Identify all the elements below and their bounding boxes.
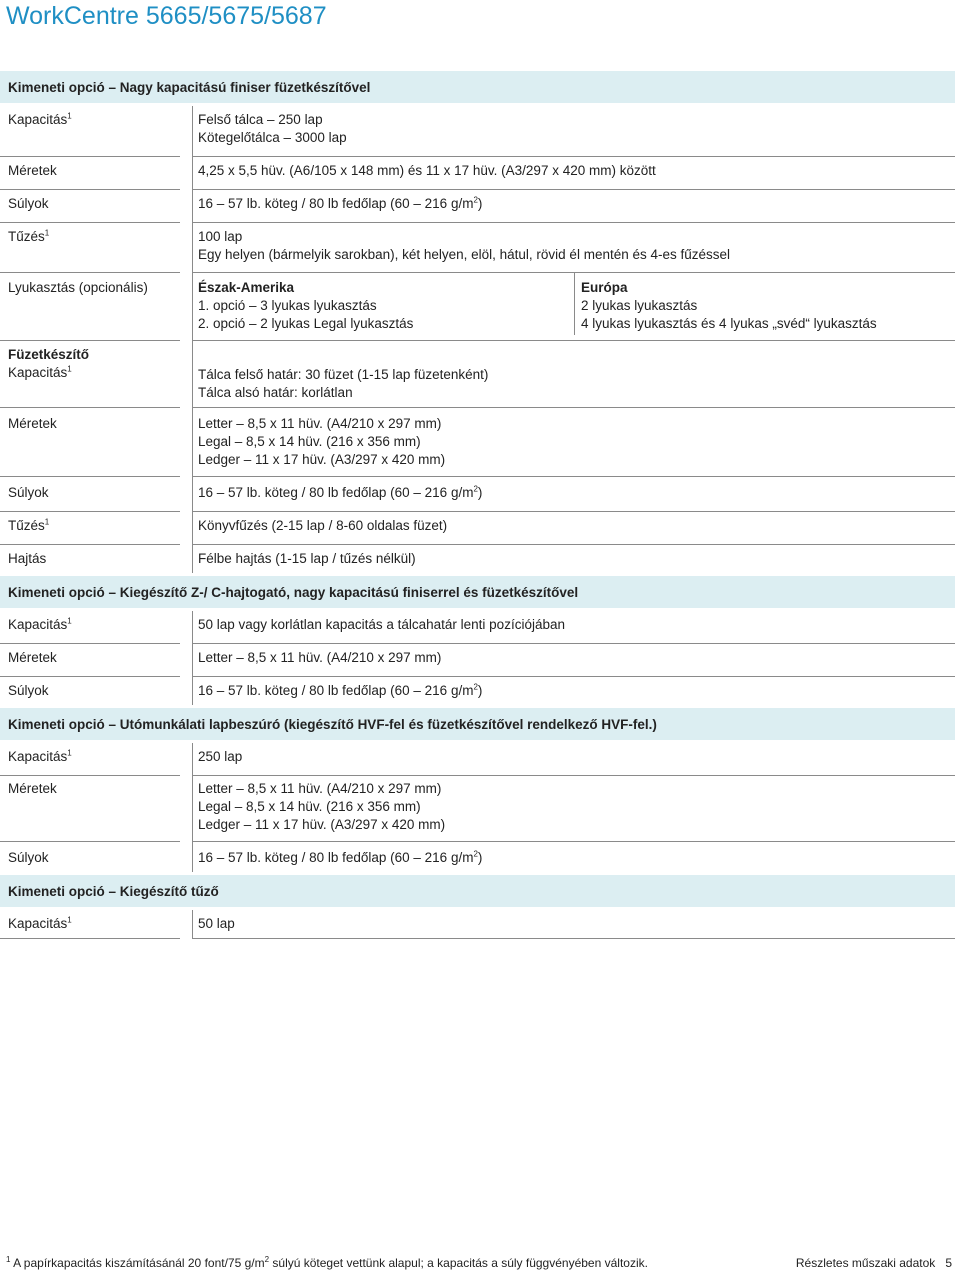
footnote: $^1$ A papírkapacitás kiszámításánál 20 font/75 $g/m^2$ súlyú köteget vettünk alapul; a kapacitás a súly függvényében változik. <box>6 1255 648 1270</box>
spec-value: 50 lap vagy korlátlan kapacitás a tálcahatár lenti pozíciójában <box>198 617 565 632</box>
section-heading <box>0 576 955 608</box>
spec-row <box>0 849 955 872</box>
section-heading <box>0 875 955 907</box>
spec-label: Füzetkészítő Kapacitás$^1$ <box>8 347 90 380</box>
page-title: WorkCentre 5665/5675/5687 <box>6 2 327 30</box>
spec-value: Letter – 8,5 x 11 hüv. (A4/210 x 297 mm) <box>198 650 442 665</box>
spec-value: 4,25 x 5,5 hüv. (A6/105 x 148 mm) és 11 x 17 hüv. (A3/297 x 420 mm) között <box>198 163 656 178</box>
spec-value: 16 – 57 lb. köteg / 80 lb fedőlap (60 – 216 $g/m^2$) <box>198 195 483 211</box>
spec-row <box>0 111 955 157</box>
punch-north-america: Észak-Amerika 1. opció – 3 lyukas lyukasztás 2. opció – 2 lyukas Legal lyukasztás <box>198 280 414 331</box>
spec-row-punch <box>0 279 955 341</box>
spec-label: Méretek <box>8 163 57 178</box>
spec-row <box>0 228 955 273</box>
spec-value: Letter – 8,5 x 11 hüv. (A4/210 x 297 mm) Legal – 8,5 x 14 hüv. (216 x 356 mm) Ledger – 11 x 17 hüv. (A3/297 x 420 mm) <box>198 781 446 832</box>
section-heading <box>0 71 955 103</box>
page-number: 5 <box>945 1256 952 1270</box>
spec-label: Tűzés$^1$ <box>8 517 50 533</box>
spec-row <box>0 415 955 477</box>
spec-value: 16 – 57 lb. köteg / 80 lb fedőlap (60 – 216 $g/m^2$) <box>198 484 483 500</box>
spec-label: Lyukasztás (opcionális) <box>8 280 148 295</box>
spec-label: Súlyok <box>8 683 49 698</box>
spec-row <box>0 780 955 842</box>
spec-label: Súlyok <box>8 850 49 865</box>
section-heading-text: Kimeneti opció – Kiegészítő tűző <box>8 883 219 899</box>
spec-label: Hajtás <box>8 551 47 566</box>
section-heading-text: Kimeneti opció – Kiegészítő Z-/ C-hajtogató, nagy kapacitású finiserrel és füzetkészítővel <box>8 584 579 600</box>
spec-row <box>0 616 955 644</box>
footer-section-name: Részletes műszaki adatok <box>795 1256 936 1270</box>
spec-value: 100 lap Egy helyen (bármelyik sarokban), két helyen, elöl, hátul, rövid él mentén és 4-es fűzéssel <box>198 229 731 262</box>
spec-row <box>0 915 955 939</box>
spec-label: Méretek <box>8 650 57 665</box>
spec-value: Félbe hajtás (1-15 lap / tűzés nélkül) <box>198 551 416 566</box>
section-heading-text: Kimeneti opció – Utómunkálati lapbeszúró (kiegészítő HVF-fel és füzetkészítővel rendelkező HVF-fel.) <box>8 716 657 732</box>
spec-label: Súlyok <box>8 485 49 500</box>
spec-row <box>0 346 955 408</box>
spec-row <box>0 517 955 545</box>
spec-row <box>0 550 955 573</box>
spec-row <box>0 682 955 705</box>
punch-europe: Európa 2 lyukas lyukasztás 4 lyukas lyukasztás és 4 lyukas „svéd“ lyukasztás <box>581 280 877 331</box>
spec-label: Kapacitás$^1$ <box>8 748 72 764</box>
spec-label: Kapacitás$^1$ <box>8 616 72 632</box>
spec-label: Kapacitás$^1$ <box>8 111 72 127</box>
spec-row <box>0 162 955 190</box>
spec-value: Könyvfűzés (2-15 lap / 8-60 oldalas füzet) <box>198 518 448 533</box>
spec-value: Letter – 8,5 x 11 hüv. (A4/210 x 297 mm) Legal – 8,5 x 14 hüv. (216 x 356 mm) Ledger – 11 x 17 hüv. (A3/297 x 420 mm) <box>198 416 446 467</box>
spec-row <box>0 484 955 512</box>
spec-value: 16 – 57 lb. köteg / 80 lb fedőlap (60 – 216 $g/m^2$) <box>198 682 483 698</box>
spec-row <box>0 649 955 677</box>
spec-row <box>0 748 955 776</box>
spec-label: Kapacitás$^1$ <box>8 915 72 931</box>
spec-value: Tálca felső határ: 30 füzet (1-15 lap füzetenként) Tálca alsó határ: korlátlan <box>198 367 489 400</box>
spec-label: Méretek <box>8 781 57 796</box>
spec-row <box>0 195 955 223</box>
page-footer <box>796 1256 952 1270</box>
spec-label: Méretek <box>8 416 57 431</box>
section-heading <box>0 708 955 740</box>
spec-label: Súlyok <box>8 196 49 211</box>
spec-value: 16 – 57 lb. köteg / 80 lb fedőlap (60 – 216 $g/m^2$) <box>198 849 483 865</box>
spec-label: Tűzés$^1$ <box>8 228 50 244</box>
spec-value: 50 lap <box>198 916 235 931</box>
section-heading-text: Kimeneti opció – Nagy kapacitású finiser füzetkészítővel <box>8 79 371 95</box>
spec-value: Felső tálca – 250 lap Kötegelőtálca – 3000 lap <box>198 112 347 145</box>
spec-value: 250 lap <box>198 749 243 764</box>
